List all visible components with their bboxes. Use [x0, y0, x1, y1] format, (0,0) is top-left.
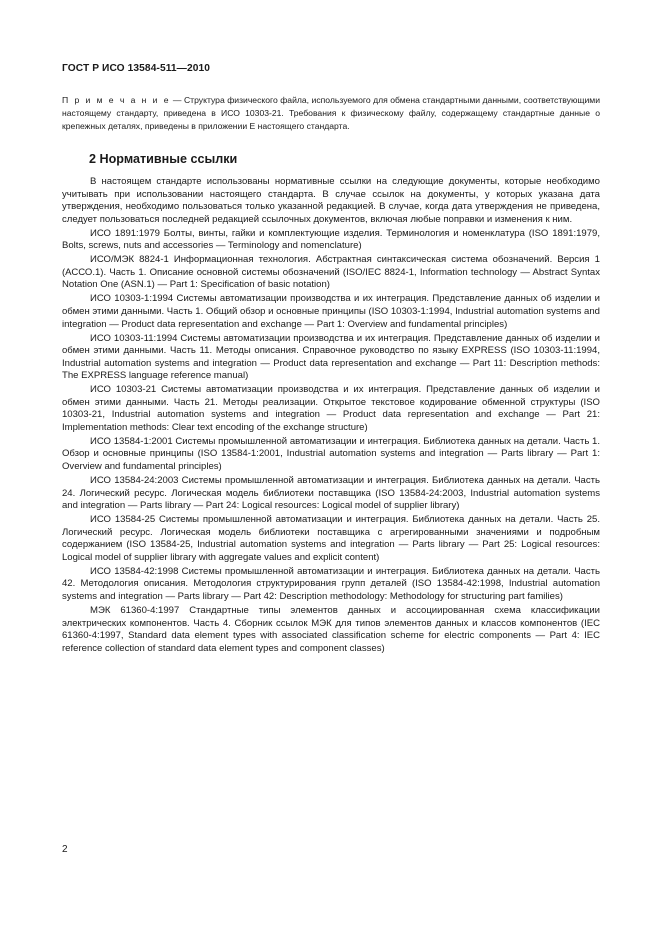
- reference-iso-13584-1: ИСО 13584-1:2001 Системы промышленной автоматизации и интеграция. Библиотека данных на детали. Часть 1. Обзор и основные принципы (ISO 13584-1:2001, Industrial automation systems and integration — Parts library — Part 1: Overview and fundamental principles): [62, 435, 600, 473]
- reference-iso-10303-11: ИСО 10303-11:1994 Системы автоматизации производства и их интеграция. Представление данных об изделии и обмен этими данными. Часть 11. Методы описания. Справочное руководство по языку EXPRESS (ISO 10303-11:1994, Industrial automation systems and integration — Product data representation and exchange — Part 11: Description methods: The EXPRESS language reference manual): [62, 332, 600, 382]
- page-number: 2: [62, 844, 68, 855]
- note-label: П р и м е ч а н и е: [62, 95, 171, 105]
- reference-iso-13584-25: ИСО 13584-25 Системы промышленной автоматизации и интеграция. Библиотека данных на детали. Часть 25. Логический ресурс. Логическая модель библиотеки поставщика с агрегированными значениями и подробным содержанием (ISO 13584-25, Industrial automation systems and integration — Parts library — Part 25: Logical resources: Logical model of supplier library with aggregate values and explicit content): [62, 514, 600, 563]
- intro-paragraph: В настоящем стандарте использованы нормативные ссылки на следующие документы, которые необходимо учитывать при использовании настоящего стандарта. В случае ссылок на документы, у которых указана дата утверждения, необходимо пользоваться только указанной редакцией. В случае, когда дата утверждения не приведена, следует пользоваться последней редакцией ссылочных документов, включая любые поправки и изменения к ним.: [62, 176, 600, 225]
- reference-iso-10303-1: ИСО 10303-1:1994 Системы автоматизации производства и их интеграция. Представление данных об изделии и обмен этими данными. Часть 1. Общий обзор и основные принципы (ISO 10303-1:1994, Industrial automation systems and integration — Product data representation and exchange — Part 1: Overview and fundamental principles): [62, 293, 600, 330]
- note-text: — Структура физического файла, используемого для обмена стандартными данными, соответствующими настоящему стандарту, приведена в ИСО 10303-21. Требования к физическому файлу, содержащему стандартные данные о крепежных деталях, приведены в приложении Е настоящего стандарта.: [62, 95, 600, 132]
- reference-iec-61360-4: МЭК 61360-4:1997 Стандартные типы элементов данных и ассоциированная схема классификации электрических компонентов. Часть 4. Сборник ссылок МЭК для типов элементов данных и классов компонентов (IEC 61360-4:1997, Standard data element types with associated classification scheme for electric components — Part 4: IEC reference collection of standard data element types and component classes): [62, 605, 600, 654]
- normative-references-body: [62, 176, 600, 657]
- reference-iso-13584-42: ИСО 13584-42:1998 Системы промышленной автоматизации и интеграция. Библиотека данных на детали. Часть 42. Методология описания. Методология структурирования групп деталей (ISO 13584-42:1998, Industrial automation systems and integration — Parts library — Part 42: Description methodology: Methodology for structuring part families): [62, 565, 600, 602]
- reference-iso-1891: ИСО 1891:1979 Болты, винты, гайки и комплектующие изделия. Терминология и номенклатура (ISO 1891:1979, Bolts, screws, nuts and accessories — Terminology and nomenclature): [62, 227, 600, 252]
- section-title: 2 Нормативные ссылки: [89, 152, 238, 166]
- reference-iso-iec-8824-1: ИСО/МЭК 8824-1 Информационная технология. Абстрактная синтаксическая система обозначений. Версия 1 (АССО.1). Часть 1. Описание основной системы обозначений (ISO/IEC 8824-1, Information technology — Abstract Syntax Notation One (ASN.1) — Part 1: Specification of basic notation): [62, 254, 600, 291]
- reference-iso-13584-24: ИСО 13584-24:2003 Системы промышленной автоматизации и интеграция. Библиотека данных на детали. Часть 24. Логический ресурс. Логическая модель библиотеки поставщика (ISO 13584-24:2003, Industrial automation systems and integration — Parts library — Part 24: Logical resources: Logical model of supplier library): [62, 475, 600, 512]
- reference-iso-10303-21: ИСО 10303-21 Системы автоматизации производства и их интеграция. Представление данных об изделии и обмен этими данными. Часть 21. Методы реализации. Открытое текстовое кодирование обменной структуры (ISO 10303-21, Industrial automation systems and integration — Product data representation and exchange — Part 21: Implementation methods: Clear text encoding of the exchange structure): [62, 384, 600, 433]
- document-header: ГОСТ Р ИСО 13584-511—2010: [62, 63, 211, 74]
- note-block: [62, 94, 600, 134]
